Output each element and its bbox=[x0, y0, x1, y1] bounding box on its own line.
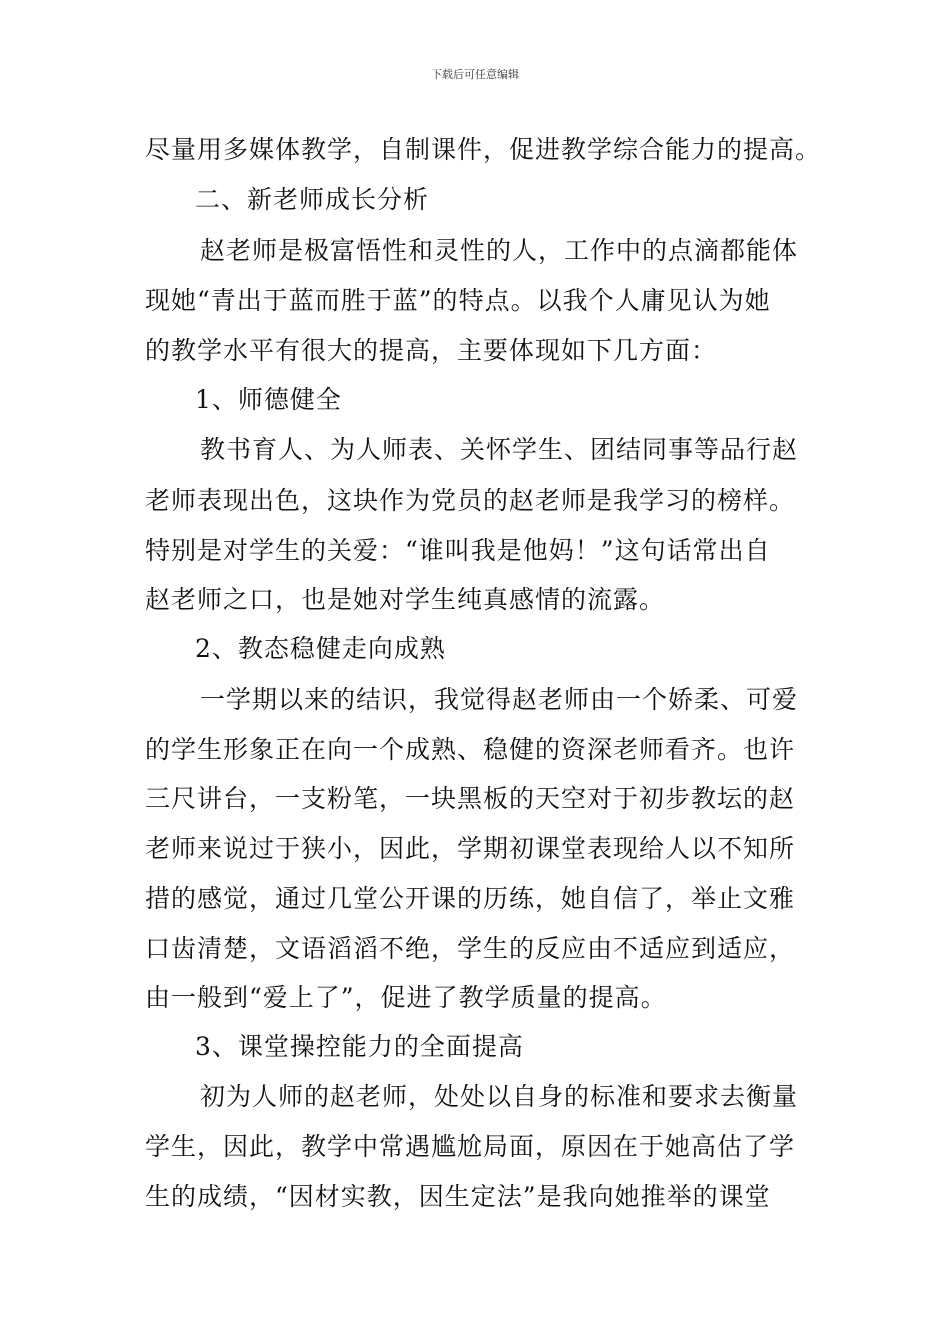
text-line: 赵老师之口，也是她对学生纯真感情的流露。 bbox=[145, 585, 666, 614]
text-line: 教书育人、为人师表、关怀学生、团结同事等品行赵 bbox=[200, 435, 799, 464]
text-line: 赵老师是极富悟性和灵性的人，工作中的点滴都能体 bbox=[200, 236, 799, 265]
text-line: 三尺讲台，一支粉笔，一块黑板的天空对于初步教坛的赵 bbox=[145, 784, 796, 813]
text-line: 现她“青出于蓝而胜于蓝”的特点。以我个人庸见认为她 bbox=[145, 286, 771, 315]
subsection-heading: 2、教态稳健走向成熟 bbox=[195, 634, 446, 663]
text-line: 特别是对学生的关爱：“谁叫我是他妈！”这句话常出自 bbox=[145, 536, 771, 565]
text-line: 由一般到“爱上了”，促进了教学质量的提高。 bbox=[145, 983, 667, 1012]
text-line: 初为人师的赵老师，处处以自身的标准和要求去衡量 bbox=[200, 1082, 799, 1111]
text-line: 措的感觉，通过几堂公开课的历练，她自信了，举止文雅 bbox=[145, 884, 796, 913]
text-line: 的教学水平有很大的提高，主要体现如下几方面： bbox=[145, 336, 718, 365]
text-line: 的学生形象正在向一个成熟、稳健的资深老师看齐。也许 bbox=[145, 735, 796, 764]
page-header: 下载后可任意编辑 bbox=[431, 68, 519, 81]
subsection-heading: 3、课堂操控能力的全面提高 bbox=[195, 1032, 524, 1061]
text-line: 老师来说过于狭小，因此，学期初课堂表现给人以不知所 bbox=[145, 834, 796, 863]
section-heading: 二、新老师成长分析 bbox=[195, 185, 430, 214]
text-line: 老师表现出色，这块作为党员的赵老师是我学习的榜样。 bbox=[145, 486, 796, 515]
subsection-heading: 1、师德健全 bbox=[195, 385, 342, 414]
text-line: 一学期以来的结识，我觉得赵老师由一个娇柔、可爱 bbox=[200, 685, 799, 714]
text-line: 学生，因此，教学中常遇尴尬局面，原因在于她高估了学 bbox=[145, 1132, 796, 1161]
text-line: 口齿清楚，文语滔滔不绝，学生的反应由不适应到适应， bbox=[145, 934, 796, 963]
text-line: 生的成绩，“因材实教，因生定法”是我向她推举的课堂 bbox=[145, 1182, 771, 1211]
text-line: 尽量用多媒体教学，自制课件，促进教学综合能力的提高。 bbox=[145, 135, 822, 164]
